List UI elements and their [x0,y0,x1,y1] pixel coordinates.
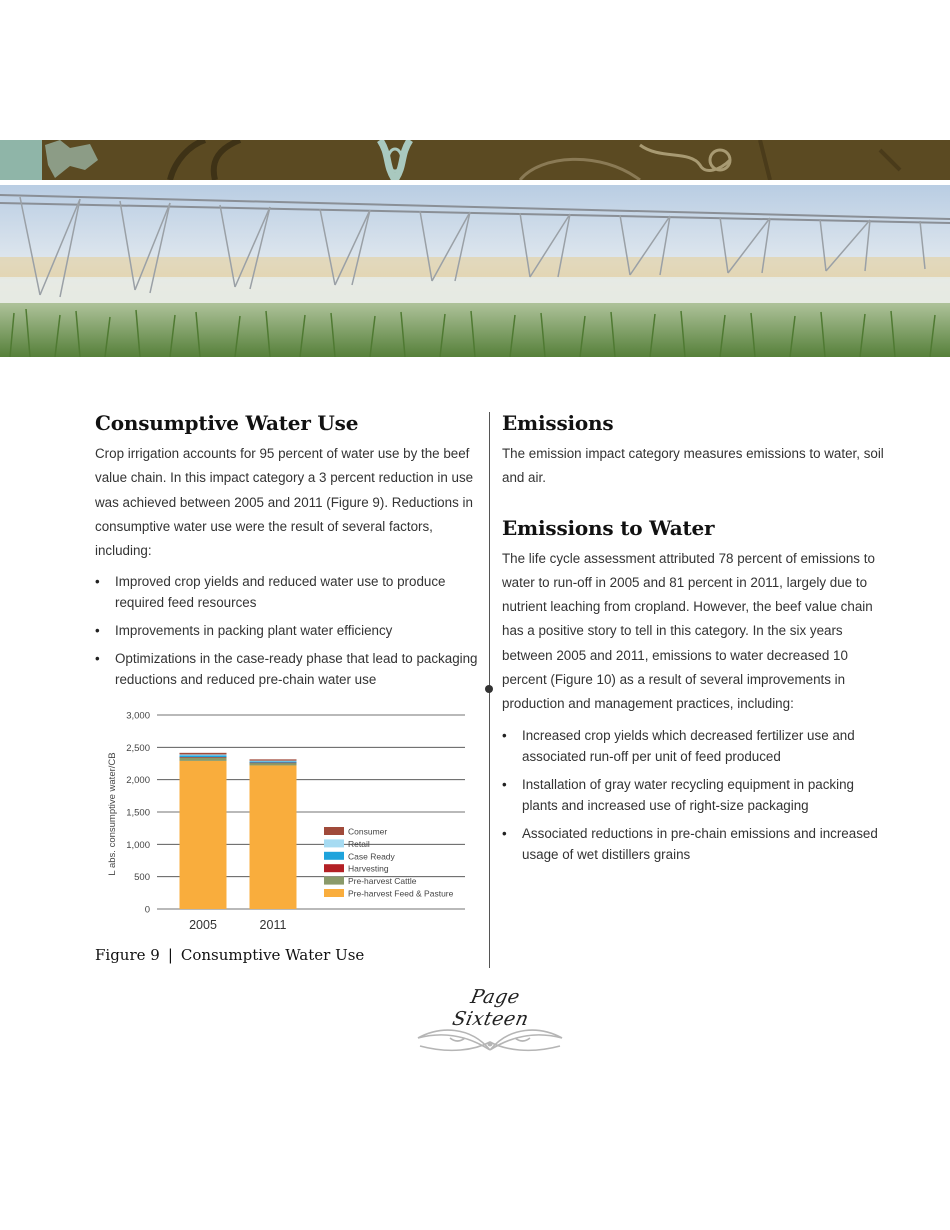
y-tick-label: 2,500 [126,742,150,754]
list-item: • Installation of gray water recycling equipment in packing plants and increased use of right-size packaging [502,774,887,816]
legend-label: Pre-harvest Cattle [348,876,417,887]
legend-swatch [324,839,344,847]
bar-segment [180,755,227,757]
bar-segment [180,754,227,755]
bar-segment [180,757,227,761]
legend-swatch [324,864,344,872]
list-item: • Increased crop yields which decreased fertilizer use and associated run-off per unit of feed produced [502,725,887,767]
figure-separator: | [167,946,173,964]
bar-segment [250,761,297,762]
decorative-banner-band [0,140,950,180]
consumptive-water-chart [95,700,475,940]
list-item: • Optimizations in the case-ready phase that lead to packaging reductions and reduced pre-chain water use [95,648,480,690]
legend-swatch [324,889,344,897]
list-item: • Associated reductions in pre-chain emissions and increased usage of wet distillers grains [502,823,887,865]
consumptive-water-paragraph: Crop irrigation accounts for 95 percent of water use by the beef value chain. In this impact category a 3 percent reduction in use was achieved between 2005 and 2011 (Figure 9). Reductions in consumptive water use were the result of several factors, including: [95,446,474,559]
y-tick-label: 3,000 [126,710,150,722]
bar-segment [250,763,297,764]
list-item: • Improved crop yields and reduced water use to produce required feed resources [95,571,480,613]
legend-swatch [324,877,344,885]
emissions-to-water-heading: Emissions to Water [502,515,715,540]
legend-label: Case Ready [348,851,395,862]
consumptive-water-heading: Consumptive Water Use [95,411,359,435]
emissions-heading: Emissions [502,411,614,435]
x-tick-label: 2005 [189,918,217,932]
figure-title: Consumptive Water Use [180,946,365,964]
right-column [502,408,887,872]
consumptive-water-bullets [95,571,480,690]
flourish-ornament [410,1020,570,1061]
bar-segment [250,759,297,760]
list-item: • Improvements in packing plant water efficiency [95,620,480,641]
figure-caption [95,946,364,964]
emissions-bullets [502,725,887,865]
bar-segment [180,753,227,755]
page-number-signature: Page Sixteen [450,986,531,1030]
bar-segment [250,763,297,766]
divider-dot [485,685,493,693]
y-tick-label: 1,000 [126,839,150,851]
y-tick-label: 1,500 [126,807,150,819]
legend-label: Retail [348,838,370,849]
emissions-to-water-paragraph: The life cycle assessment attributed 78 percent of emissions to water to run-off in 2005 and 81 percent in 2011, largely due to nutrient leaching from cropland. However, the beef value chain has a positive story to tell in this category. In the six years between 2005 and 2011, emissions to water decreased 10 percent (Figure 10) as a result of several improvements in production and management practices, including: [502,550,875,712]
legend-label: Harvesting [348,863,389,874]
y-axis-label: L abs. consumptive water/CB [107,752,118,876]
figure-label: Figure 9 [95,946,160,964]
bar-segment [250,765,297,909]
legend-swatch [324,827,344,835]
legend-label: Pre-harvest Feed & Pasture [348,888,454,899]
bar-segment [180,761,227,909]
y-tick-label: 500 [134,872,150,884]
left-column [95,408,480,697]
emissions-paragraph: The emission impact category measures emissions to water, soil and air. [502,446,884,486]
y-tick-label: 0 [144,904,150,916]
y-tick-label: 2,000 [126,775,150,787]
bar-segment [250,761,297,762]
legend-label: Consumer [348,826,388,837]
bar-segment [180,757,227,758]
legend-swatch [324,852,344,860]
x-tick-label: 2011 [259,918,287,932]
irrigation-field-photo [0,185,950,357]
